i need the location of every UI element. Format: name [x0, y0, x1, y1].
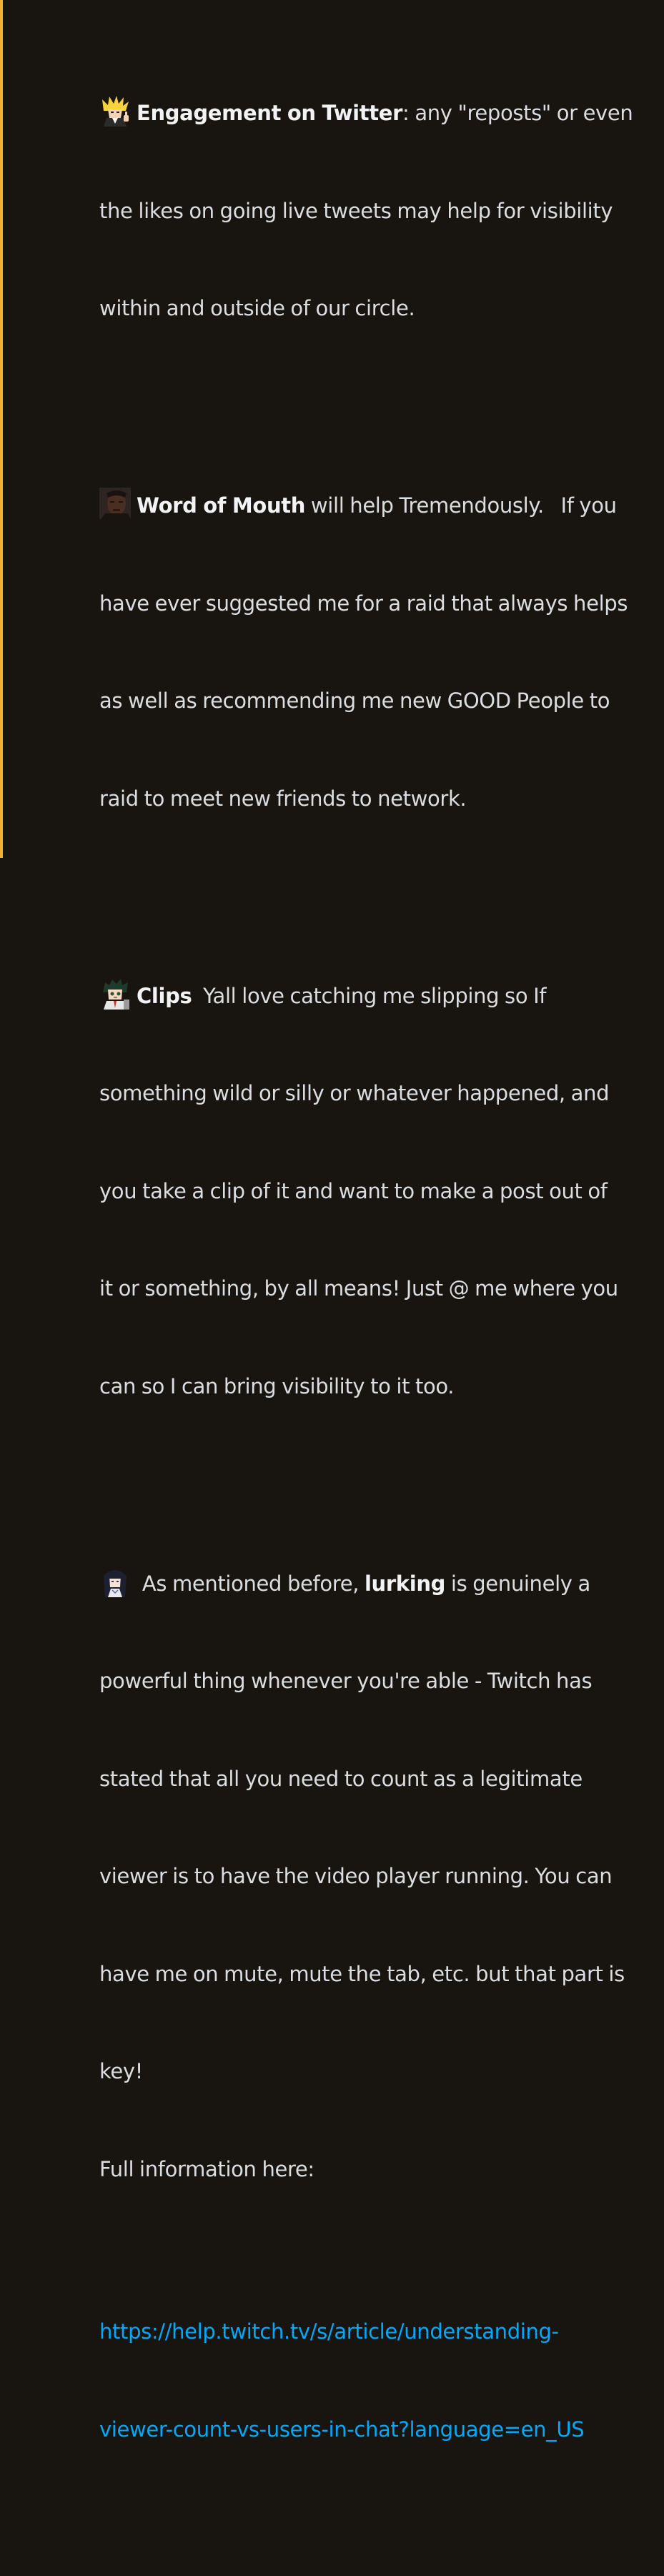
full-information-label: Full information here:: [99, 2153, 650, 2186]
paragraph-line: viewer is to have the video player running. You can: [99, 1860, 650, 1893]
green-haired-hero-emoji-icon: [99, 978, 131, 1010]
paragraph-engagement: [99, 30, 650, 390]
paragraph-line: powerful thing whenever you're able - Twitch has: [99, 1665, 650, 1698]
message-accent-bar: [0, 0, 3, 858]
paragraph-line: As mentioned before, lurking is genuinely a: [99, 1566, 650, 1601]
paragraph-line: it or something, by all means! Just @ me where you: [99, 1273, 650, 1306]
paragraph-clips: [99, 913, 650, 1469]
engagement-bold-label: Engagement on Twitter: [137, 101, 402, 125]
paragraph-word-of-mouth: [99, 423, 650, 880]
paragraph-line: can so I can bring visibility to it too.: [99, 1371, 650, 1403]
twitch-help-link[interactable]: https://help.twitch.tv/s/article/understanding- viewer-count-vs-users-in-chat?language=en_US: [99, 2251, 650, 2511]
paragraph-line: you take a clip of it and want to make a post out of: [99, 1175, 650, 1208]
message-content: [99, 30, 650, 2576]
paragraph-line: Clips Yall love catching me slipping so If: [99, 978, 650, 1013]
paragraph-line: have ever suggested me for a raid that always helps: [99, 588, 650, 621]
clips-bold-label: Clips: [137, 984, 192, 1008]
paragraph-line: raid to meet new friends to network.: [99, 783, 650, 816]
lurking-bold-label: lurking: [365, 1571, 445, 1596]
paragraph-line: stated that all you need to count as a legitimate: [99, 1763, 650, 1796]
paragraph-line: the likes on going live tweets may help for visibility: [99, 195, 650, 228]
paragraph-line: key!: [99, 2056, 650, 2088]
man-face-emoji-icon: [99, 488, 131, 519]
dark-haired-girl-emoji-icon: [99, 1566, 131, 1597]
blonde-anime-character-emoji-icon: [99, 95, 131, 127]
paragraph-lurking: [99, 1501, 650, 2576]
paragraph-line: something wild or silly or whatever happened, and: [99, 1077, 650, 1110]
paragraph-line: Word of Mouth will help Tremendously. If you: [99, 488, 650, 523]
paragraph-line: Engagement on Twitter: any "reposts" or even: [99, 95, 650, 130]
word-of-mouth-bold-label: Word of Mouth: [137, 493, 305, 518]
paragraph-line: within and outside of our circle.: [99, 292, 650, 325]
paragraph-line: have me on mute, mute the tab, etc. but that part is: [99, 1958, 650, 1991]
paragraph-line: as well as recommending me new GOOD People to: [99, 685, 650, 718]
